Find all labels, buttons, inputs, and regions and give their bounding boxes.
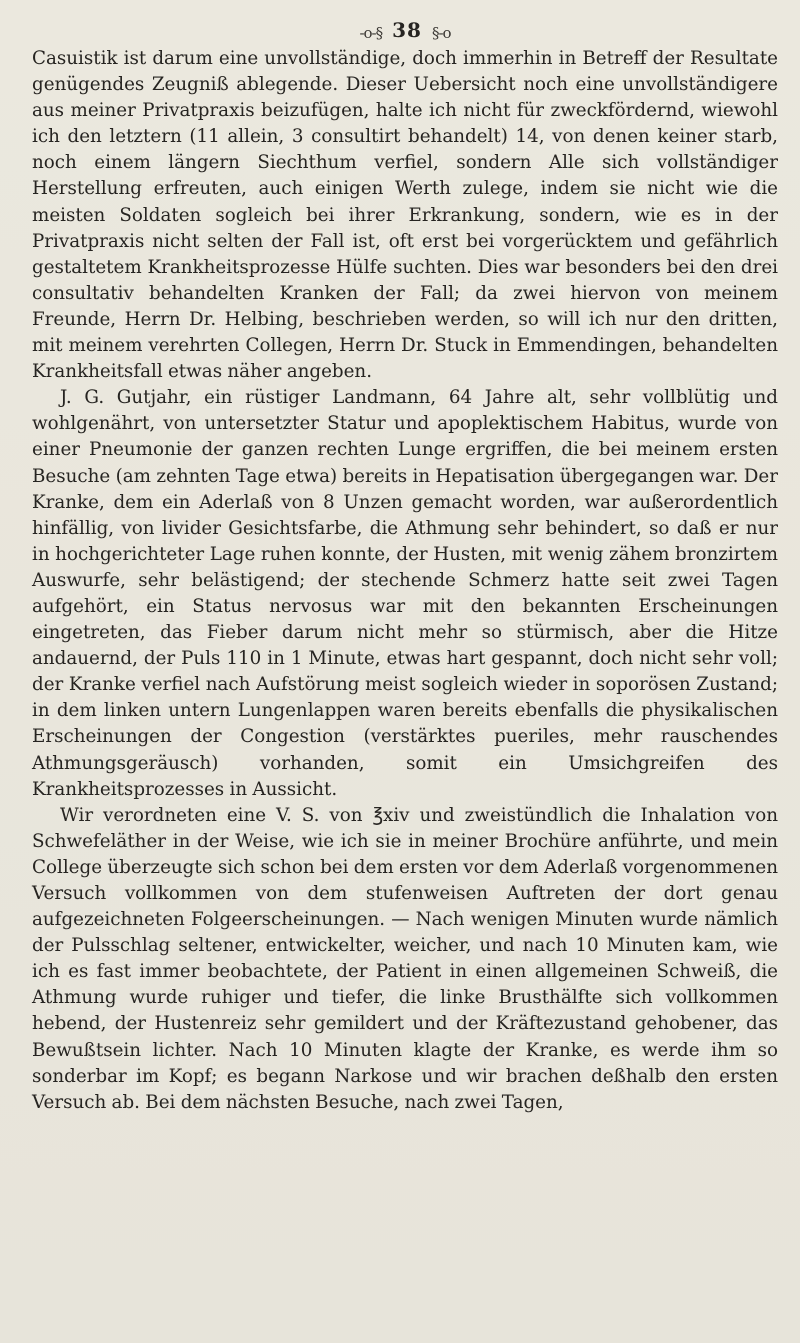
header-ornament-left: -o-§ xyxy=(359,24,383,42)
paragraph-case-gutjahr: J. G. Gutjahr, ein rüstiger Landmann, 64 Jahre alt, sehr vollblütig und wohlgenährt, von untersetzter Statur und apoplektischem Habitus, wurde von einer Pneumonie der ganzen rechten Lunge ergriffen, die bei meinem ersten Besuche (am zehnten Tage etwa) bereits in Hepatisation übergegangen war. Der Kranke, dem ein Aderlaß von 8 Unzen gemacht worden, war außerordentlich hinfällig, von livider Gesichtsfarbe, die Athmung sehr behindert, so daß er nur in hochgerichteter Lage ruhen konnte, der Husten, mit wenig zähem bronzirtem Auswurfe, sehr belästigend; der stechende Schmerz hatte seit zwei Tagen aufgehört, ein Status nervosus war mit den bekannten Erscheinungen eingetreten, das Fieber darum nicht mehr so stürmisch, aber die Hitze andauernd, der Puls 110 in 1 Minute, etwas hart gespannt, doch nicht sehr voll; der Kranke verfiel nach Aufstörung meist sogleich wieder in soporösen Zustand; in dem linken untern Lungenlappen waren bereits ebenfalls die physikalischen Erscheinungen der Congestion (verstärktes pueriles, mehr rauschendes Athmungsgeräusch) vorhanden, somit ein Umsichgreifen des Krankheitsprozesses in Aussicht. xyxy=(32,387,778,800)
page-header xyxy=(32,0,778,46)
paragraph-casuistik: Casuistik ist darum eine unvollständige, doch immerhin in Betreff der Resultate genügendes Zeugniß ablegende. Dieser Uebersicht noch eine unvollständigere aus meiner Privatpraxis beizufügen, halte ich nicht für zweckfördernd, wiewohl ich den letztern (11 allein, 3 consultirt behandelt) 14, von denen keiner starb, noch einem längern Siechthum verfiel, sondern Alle sich vollständiger Herstellung erfreuten, auch einigen Werth zulege, indem sie nicht wie die meisten Soldaten sogleich bei ihrer Erkrankung, sondern, wie es in der Privatpraxis nicht selten der Fall ist, oft erst bei vorgerücktem und gefährlich gestaltetem Krankheitsprozesse Hülfe suchten. Dies war besonders bei den drei consultativ behandelten Kranken der Fall; da zwei hiervon von meinem Freunde, Herrn Dr. Helbing, beschrieben werden, so will ich nur den dritten, mit meinem verehrten Collegen, Herrn Dr. Stuck in Emmendingen, behandelten Krankheitsfall etwas näher angeben. xyxy=(32,48,778,383)
paragraph-treatment: Wir verordneten eine V. S. von ℥xiv und zweistündlich die Inhalation von Schwefeläther in der Weise, wie ich sie in meiner Brochüre anführte, und mein College überzeugte sich schon bei dem ersten vor dem Aderlaß vorgenommenen Versuch vollkommen von dem stufenweisen Auftreten der dort genau aufgezeichneten Folgeerscheinungen. — Nach wenigen Minuten wurde nämlich der Pulsschlag seltener, entwickelter, weicher, und nach 10 Minuten kam, wie ich es fast immer beobachtete, der Patient in einen allgemeinen Schweiß, die Athmung wurde ruhiger und tiefer, die linke Brusthälfte sich vollkommen hebend, der Hustenreiz sehr gemildert und der Kräftezustand gehobener, das Bewußtsein lichter. Nach 10 Minuten klagte der Kranke, es werde ihm so sonderbar im Kopf; es begann Narkose und wir brachen deßhalb den ersten Versuch ab. Bei dem nächsten Besuche, nach zwei Tagen, xyxy=(32,804,778,1113)
page-number: 38 xyxy=(392,18,422,42)
header-ornament-right: §-o xyxy=(431,24,451,42)
body-text xyxy=(32,46,778,1116)
